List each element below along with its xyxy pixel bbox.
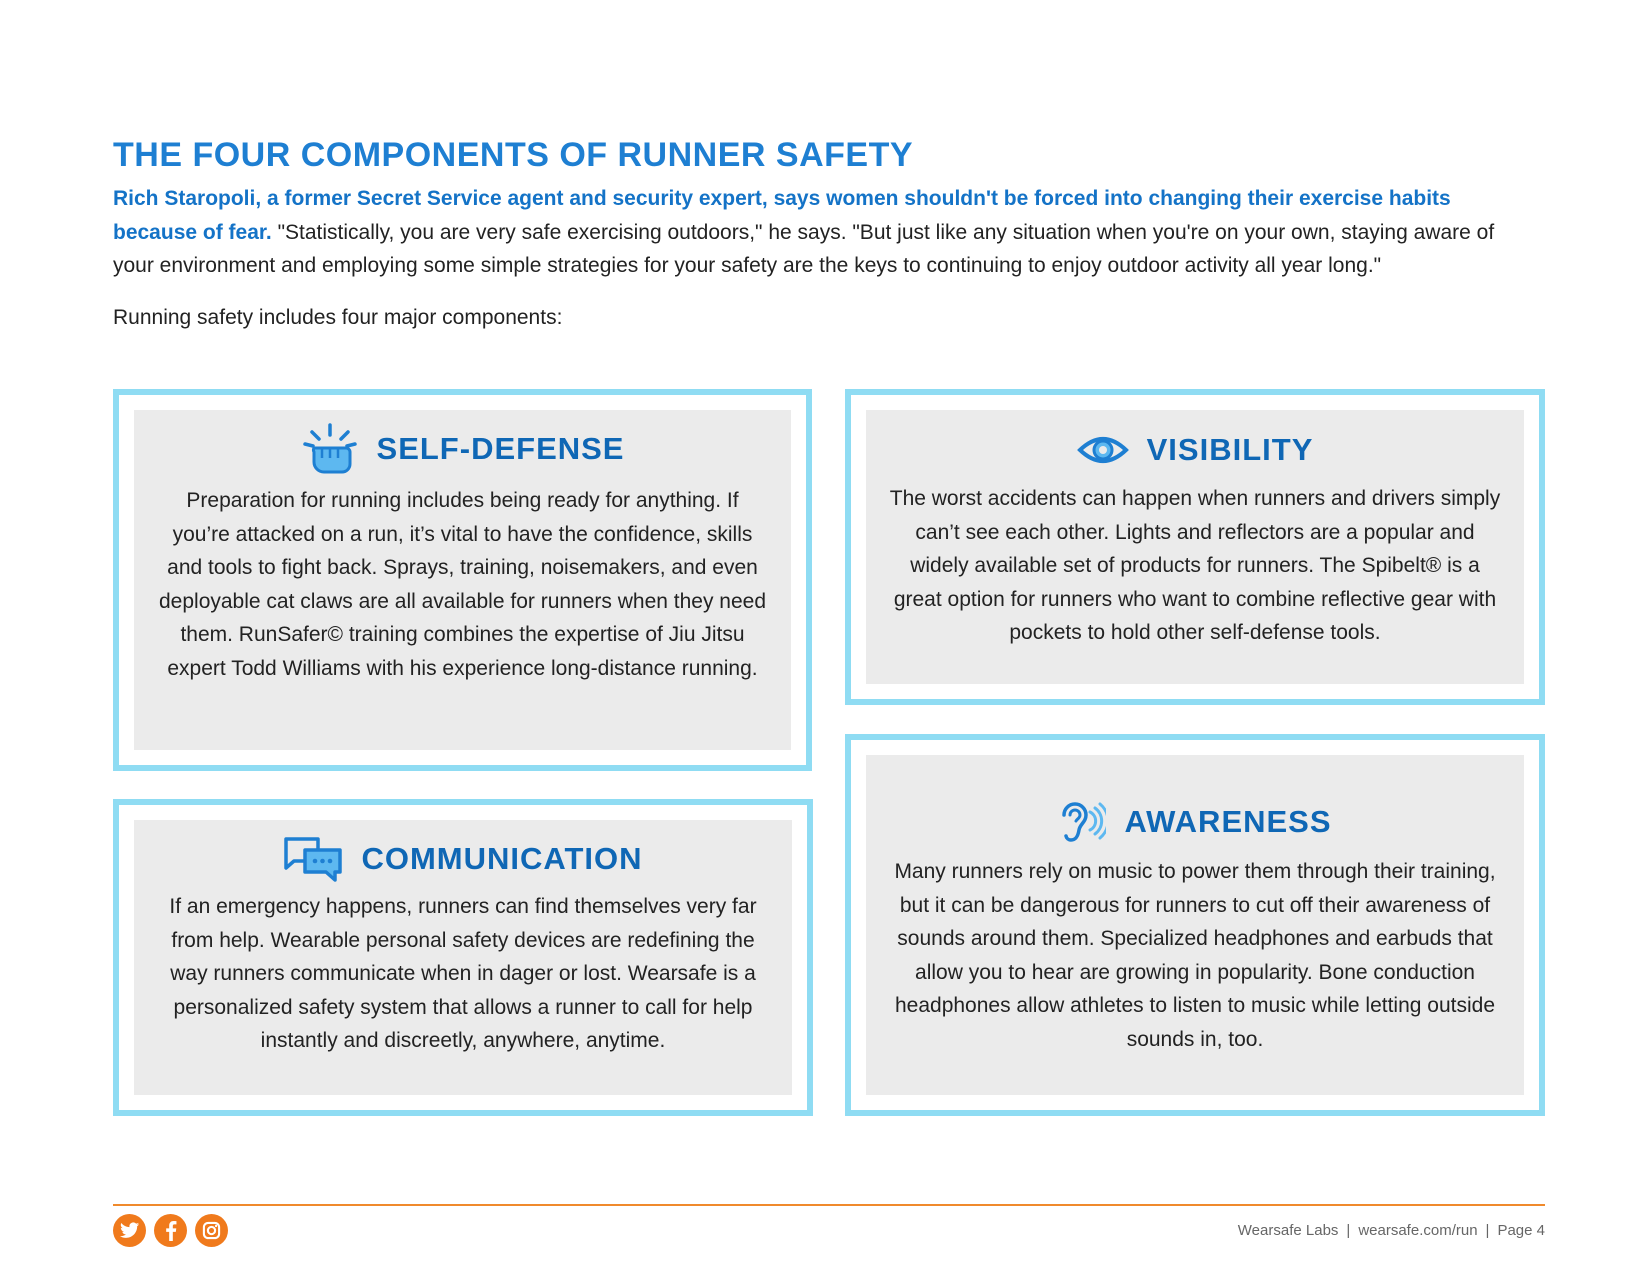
card-body: If an emergency happens, runners can find themselves very far from help. Wearable personal safety devices are redefining the way runners communicate when in dager or lost. Wearsafe is a personalized safety system that allows a runner to call for help instantly and discreetly, anywhere, anytime.: [169, 895, 757, 1053]
intro-paragraph: [113, 182, 1513, 283]
ear-icon: [1058, 799, 1106, 845]
card-header: [134, 836, 792, 882]
card-body: Many runners rely on music to power them through their training, but it can be dangerous for runners to cut off their awareness of sounds around them. Specialized headphones and earbuds that allow you to hear are growing in popularity. Bone conduction headphones allow athletes to listen to music while letting outside sounds in, too.: [894, 860, 1496, 1051]
card-panel: [134, 820, 792, 1095]
footer-brand: Wearsafe Labs: [1237, 1222, 1339, 1239]
card-communication: [113, 799, 813, 1116]
card-visibility: [845, 389, 1545, 705]
card-body: Preparation for running includes being ready for anything. If you’re attacked on a run, it’s vital to have the confidence, skills and tools to fight back. Sprays, training, noisemakers, and even deployable cat claws are all available for runners when they need them. RunSafer© training combines the expertise of Jiu Jitsu expert Todd Williams with his experience long-distance running.: [158, 489, 767, 680]
card-title: VISIBILITY: [1146, 432, 1314, 467]
card-header: [134, 422, 791, 476]
card-title: SELF-DEFENSE: [376, 431, 625, 466]
footer-divider: [113, 1204, 1545, 1206]
footer-info: [1238, 1222, 1545, 1239]
eye-icon: [1077, 432, 1129, 468]
footer-separator: |: [1346, 1222, 1351, 1239]
components-intro: Running safety includes four major components:: [113, 306, 563, 329]
intro-lead: Rich Staropoli, a former Secret Service agent and security expert, says women shouldn't be forced into changing their exercise habits because of fear.: [113, 187, 1451, 244]
chat-bubbles-icon: [283, 836, 343, 882]
twitter-icon[interactable]: [113, 1214, 146, 1247]
card-awareness: [845, 734, 1545, 1116]
fist-icon: [301, 422, 359, 476]
social-links: [113, 1214, 228, 1247]
footer-url[interactable]: wearsafe.com/run: [1358, 1222, 1478, 1239]
card-body: The worst accidents can happen when runners and drivers simply can’t see each other. Lights and reflectors are a popular and widely available set of products for runners. The Spibelt® is a great option for runners who want to combine reflective gear with pockets to hold other self-defense tools.: [889, 487, 1501, 645]
facebook-icon[interactable]: [154, 1214, 187, 1247]
card-header: [866, 432, 1524, 468]
card-panel: [134, 410, 791, 750]
footer-separator: |: [1485, 1222, 1490, 1239]
card-header: [866, 799, 1524, 845]
instagram-icon[interactable]: [195, 1214, 228, 1247]
card-panel: [866, 755, 1524, 1095]
intro-quote: "Statistically, you are very safe exercising outdoors," he says. "But just like any situation when you're on your own, staying aware of your environment and employing some simple strategies for your safety are the keys to continuing to enjoy outdoor activity all year long.": [113, 220, 1495, 277]
card-self-defense: [113, 389, 812, 771]
card-panel: [866, 410, 1524, 684]
card-title: COMMUNICATION: [361, 841, 643, 876]
page-title: THE FOUR COMPONENTS OF RUNNER SAFETY: [113, 136, 914, 174]
page-number: Page 4: [1497, 1222, 1545, 1239]
card-title: AWARENESS: [1124, 804, 1332, 839]
